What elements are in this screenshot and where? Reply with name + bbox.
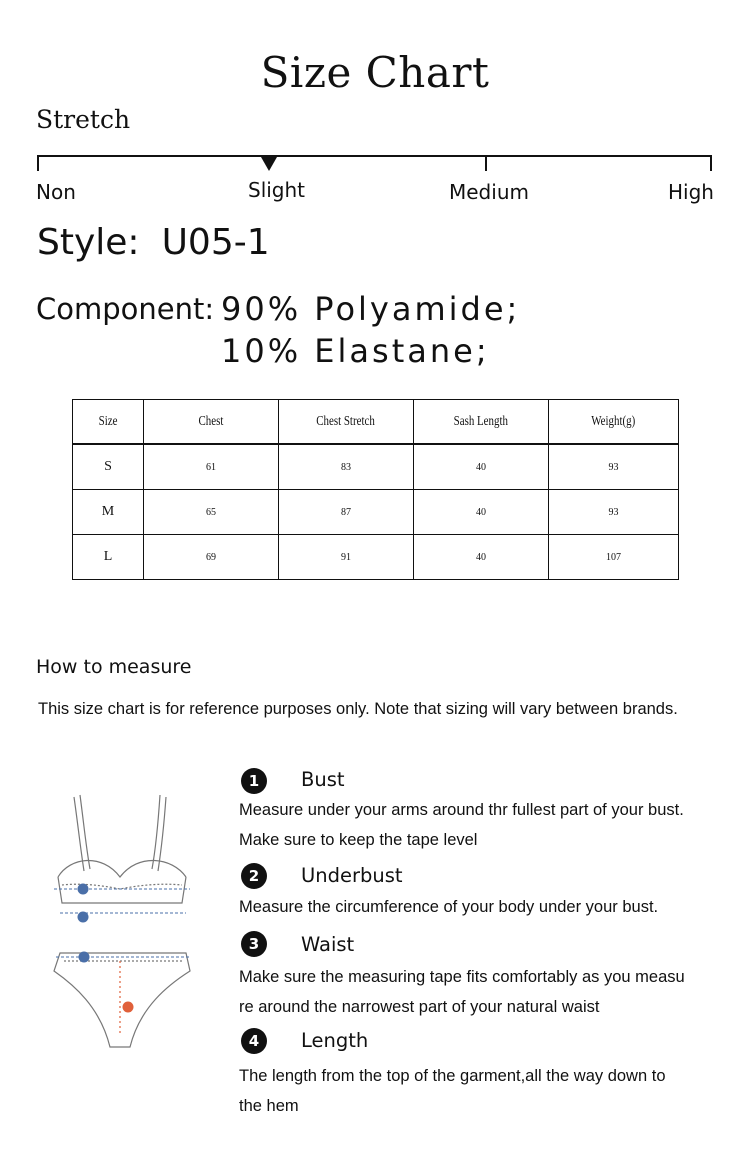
- stretch-pointer-icon: [261, 157, 277, 171]
- table-header-row: [73, 400, 679, 445]
- table-row: [73, 535, 679, 580]
- step-description: [239, 1061, 729, 1121]
- table-cell: 40: [414, 535, 549, 580]
- marker-bust-icon: [78, 884, 89, 895]
- step-description: [239, 962, 729, 1022]
- component-label: Component:: [36, 292, 215, 326]
- stretch-tick: [710, 155, 712, 171]
- step-number-badge: 2: [241, 863, 267, 889]
- step-title-waist: Waist: [301, 933, 355, 956]
- table-cell: 93: [549, 444, 679, 490]
- step-number-badge: 4: [241, 1028, 267, 1054]
- table-row: [73, 444, 679, 490]
- style-row: [37, 222, 270, 263]
- table-cell: 87: [279, 490, 414, 535]
- step-line: the hem: [239, 1097, 299, 1115]
- step-line: Measure the circumference of your body under your bust.: [239, 898, 659, 916]
- table-cell: 107: [549, 535, 679, 580]
- step-line: Make sure to keep the tape level: [239, 831, 478, 849]
- table-cell: 69: [144, 535, 279, 580]
- table-header: Chest Stretch: [279, 400, 414, 445]
- table-cell: S: [73, 444, 144, 490]
- table-cell: 65: [144, 490, 279, 535]
- step-description: [239, 795, 729, 855]
- stretch-level-slight: Slight: [248, 178, 306, 202]
- table-cell: M: [73, 490, 144, 535]
- marker-underbust-icon: [78, 912, 89, 923]
- table-header: Sash Length: [414, 400, 549, 445]
- component-line: 10% Elastane;: [221, 332, 490, 370]
- stretch-level-medium: Medium: [449, 180, 529, 204]
- size-table: [72, 399, 679, 580]
- style-label: Style:: [37, 222, 140, 263]
- how-to-measure-description: This size chart is for reference purposes only. Note that sizing will vary between brands.: [38, 700, 678, 718]
- table-cell: 61: [144, 444, 279, 490]
- page-title: Size Chart: [260, 48, 490, 97]
- step-line: re around the narrowest part of your natural waist: [239, 998, 600, 1016]
- table-header: Size: [73, 400, 144, 445]
- step-title-bust: Bust: [301, 768, 345, 791]
- step-title-length: Length: [301, 1029, 369, 1052]
- step-description: [239, 892, 729, 922]
- step-line: The length from the top of the garment,all the way down to: [239, 1067, 666, 1085]
- stretch-scale-line: [37, 155, 712, 157]
- stretch-level-non: Non: [36, 180, 76, 204]
- step-number-badge: 3: [241, 931, 267, 957]
- stretch-tick: [37, 155, 39, 171]
- table-row: [73, 490, 679, 535]
- bra-strap-left: [74, 797, 84, 871]
- stretch-level-high: High: [668, 180, 714, 204]
- table-cell: L: [73, 535, 144, 580]
- table-header: Weight(g): [549, 400, 679, 445]
- stretch-label: Stretch: [36, 105, 131, 134]
- garment-illustration: [40, 785, 210, 1065]
- table-cell: 40: [414, 490, 549, 535]
- table-cell: 91: [279, 535, 414, 580]
- style-value: U05-1: [161, 222, 270, 263]
- step-line: Measure under your arms around thr fullest part of your bust.: [239, 801, 684, 819]
- step-number-badge: 1: [241, 768, 267, 794]
- how-to-measure-title: How to measure: [36, 656, 192, 678]
- bra-strap-right: [152, 795, 160, 869]
- step-title-underbust: Underbust: [301, 864, 403, 887]
- table-cell: 83: [279, 444, 414, 490]
- stretch-tick: [485, 155, 487, 171]
- table-cell: 93: [549, 490, 679, 535]
- step-line: Make sure the measuring tape fits comfortably as you measu: [239, 968, 685, 986]
- component-line: 90% Polyamide;: [221, 290, 521, 328]
- table-cell: 40: [414, 444, 549, 490]
- marker-waist-icon: [79, 952, 90, 963]
- marker-length-icon: [123, 1002, 134, 1013]
- table-header: Chest: [144, 400, 279, 445]
